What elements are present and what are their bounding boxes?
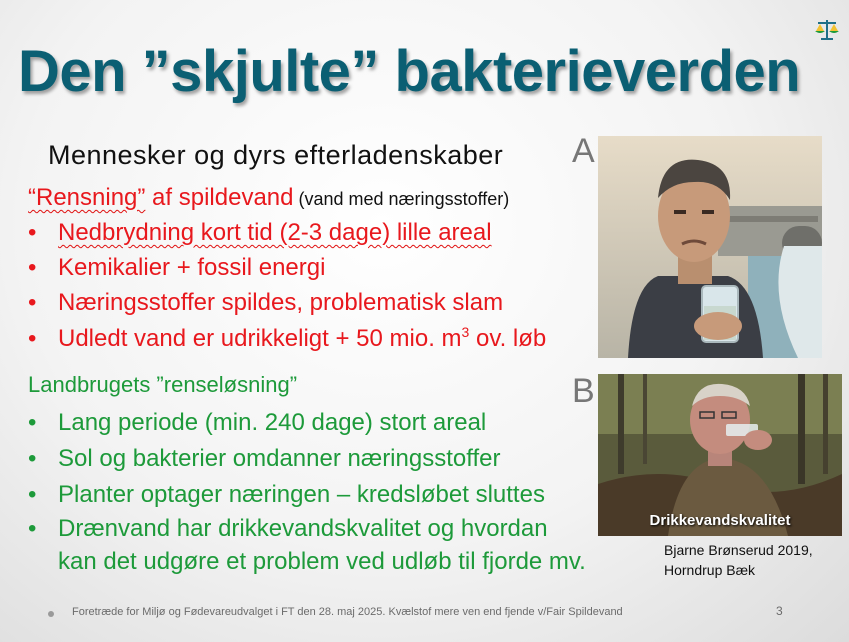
- bullet-text-tail: ov. løb: [469, 325, 547, 352]
- bullet-dot: •: [28, 445, 37, 472]
- bullet-text: Lang periode (min. 240 dage) stort areal: [58, 409, 487, 436]
- bullet-text: Drænvand har drikkevandskvalitet og hvordan: [58, 515, 548, 542]
- heading-spildevand: af spildevand: [145, 184, 294, 211]
- heading-rensning: “Rensning”: [28, 184, 146, 211]
- illustration-image-a: [598, 136, 822, 358]
- bullet-b-4-continued: kan det udgøre et problem ved udløb til fjorde mv.: [58, 548, 586, 575]
- bullet-dot: •: [28, 254, 37, 281]
- bullet-dot: •: [28, 289, 37, 316]
- heading-note: (vand med næringsstoffer): [293, 189, 510, 209]
- footer-text: Foretræde for Miljø og Fødevareudvalget i FT den 28. maj 2025. Kvælstof mere ven end fjende v/Fair Spildevand: [72, 606, 623, 618]
- bullet-text: Udledt vand er udrikkeligt + 50 mio. m: [58, 325, 462, 352]
- bullet-dot: •: [28, 409, 37, 436]
- superscript-3: 3: [461, 324, 470, 340]
- section-a-letter: A: [572, 132, 595, 170]
- bullet-dot: •: [28, 325, 37, 352]
- bullet-a-1: [28, 219, 492, 247]
- section-a-heading: [28, 184, 509, 212]
- section-a-subheading: Mennesker og dyrs efterladenskaber: [48, 140, 504, 170]
- scales-of-justice-icon: [814, 16, 840, 42]
- page-number: 3: [776, 604, 783, 618]
- section-b-heading: Landbrugets ”renseløsning”: [28, 372, 298, 397]
- caption-line-1: Bjarne Brønserud 2019,: [664, 542, 813, 558]
- bullet-b-2: [28, 445, 500, 473]
- bullet-a-3: [28, 289, 503, 317]
- caption-line-2: Horndrup Bæk: [664, 562, 756, 578]
- bullet-a-4: [28, 324, 546, 353]
- bullet-a-2: [28, 254, 325, 282]
- bullet-b-1: [28, 409, 486, 437]
- bullet-text: Nedbrydning kort tid (2-3 dage) lille areal: [58, 219, 492, 246]
- bullet-b-3: [28, 481, 545, 509]
- section-b-letter: B: [572, 372, 595, 410]
- bullet-text: Planter optager næringen – kredsløbet sluttes: [58, 481, 545, 508]
- image-b-caption: [664, 540, 813, 580]
- bullet-text: Næringsstoffer spildes, problematisk slam: [58, 289, 504, 316]
- photo-image-b: [598, 374, 842, 536]
- bullet-dot: •: [28, 219, 37, 246]
- bullet-b-4: [28, 515, 548, 543]
- image-b-label: Drikkevandskvalitet: [649, 512, 791, 529]
- slide-title: Den ”skjulte” bakterieverden: [18, 39, 801, 104]
- bullet-text: Sol og bakterier omdanner næringsstoffer: [58, 445, 501, 472]
- footer-bullet-icon: [48, 611, 54, 617]
- bullet-dot: •: [28, 481, 37, 508]
- bullet-dot: •: [28, 515, 37, 542]
- bullet-text: Kemikalier + fossil energi: [58, 254, 326, 281]
